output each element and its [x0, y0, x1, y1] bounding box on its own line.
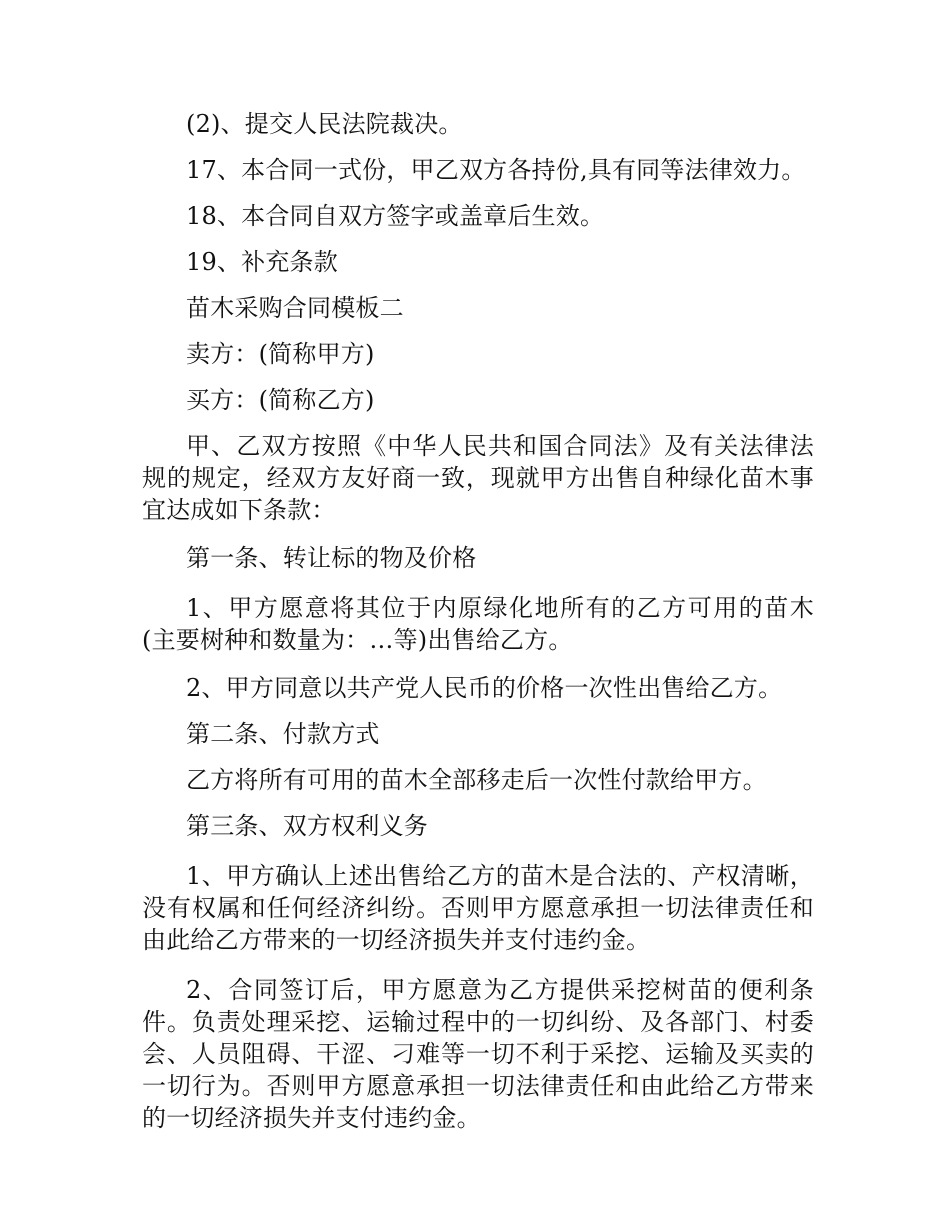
section-heading: 第二条、付款方式	[186, 720, 380, 748]
paragraph: 18、本合同自双方签字或盖章后生效。	[186, 202, 605, 230]
section-heading: 第三条、双方权利义务	[186, 812, 428, 840]
paragraph: 买方：(简称乙方)	[186, 386, 375, 414]
document-page	[142, 108, 814, 1134]
paragraph: (2)、提交人民法院裁决。	[186, 110, 463, 138]
section-heading: 第一条、转让标的物及价格	[186, 544, 477, 572]
paragraph: 1、甲方愿意将其位于内原绿化地所有的乙方可用的苗木(主要树种和数量为：…等)出售给乙方。	[142, 594, 814, 654]
paragraph: 乙方将所有可用的苗木全部移走后一次性付款给甲方。	[186, 766, 767, 794]
paragraph: 2、甲方同意以共产党人民币的价格一次性出售给乙方。	[186, 674, 783, 702]
paragraph: 甲、乙双方按照《中华人民共和国合同法》及有关法律法规的规定，经双方友好商一致，现就甲方出售自种绿化苗木事宜达成如下条款：	[142, 432, 814, 524]
paragraph: 19、补充条款	[186, 248, 338, 276]
paragraph: 1、甲方确认上述出售给乙方的苗木是合法的、产权清晰，没有权属和任何经济纠纷。否则甲方愿意承担一切法律责任和由此给乙方带来的一切经济损失并支付违约金。	[142, 862, 814, 954]
section-title: 苗木采购合同模板二	[186, 294, 404, 322]
paragraph: 卖方：(简称甲方)	[186, 340, 375, 368]
paragraph: 17、本合同一式份，甲乙双方各持份,具有同等法律效力。	[186, 156, 806, 184]
paragraph: 2、合同签订后，甲方愿意为乙方提供采挖树苗的便利条件。负责处理采挖、运输过程中的一切纠纷、及各部门、村委会、人员阻碍、干涩、刁难等一切不利于采挖、运输及买卖的一切行为。否则甲方愿意承担一切法律责任和由此给乙方带来的一切经济损失并支付违约金。	[142, 976, 814, 1132]
